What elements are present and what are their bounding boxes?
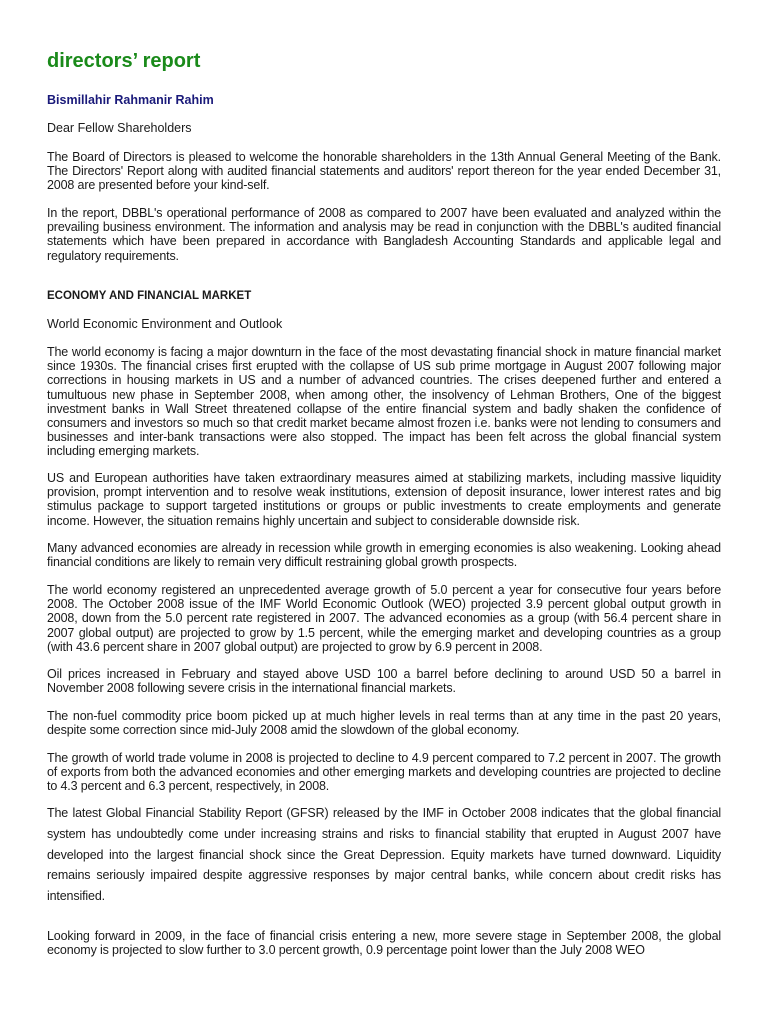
paragraph-commodity: The non-fuel commodity price boom picked up at much higher levels in real terms than at any time in the past 20 years, despite some correction since mid-July 2008 amid the slowdown of the global economy.: [47, 709, 721, 738]
paragraph-trade: The growth of world trade volume in 2008 is projected to decline to 4.9 percent compared to 7.2 percent in 2007. The growth of exports from both the advanced economies and other emerging markets and developing countries are projected to decline to 4.3 percent and 6.3 percent, respectively, in 2008.: [47, 751, 721, 794]
paragraph-growth: The world economy registered an unprecedented average growth of 5.0 percent a year for consecutive four years before 2008. The October 2008 issue of the IMF World Economic Outlook (WEO) projected 3.9 percent global output growth in 2008, down from the 5.0 percent rate registered in 2007. The advanced economies as a group (with 56.4 percent share in 2007 global output) are projected to grow by 1.5 percent, while the emerging market and developing countries as a group (with 43.6 percent share in 2007 global output) are projected to grow by 6.9 percent in 2008.: [47, 583, 721, 654]
paragraph-authorities: US and European authorities have taken extraordinary measures aimed at stabilizing markets, including massive liquidity provision, prompt intervention and to resolve weak institutions, extension of deposit insurance, lower interest rates and big stimulus package to support targeted institutions or groups or public investments to create employments and generate income. However, the situation remains highly uncertain and subject to considerable downside risk.: [47, 471, 721, 528]
paragraph-outlook-2009: Looking forward in 2009, in the face of financial crisis entering a new, more severe stage in September 2008, the global economy is projected to slow further to 3.0 percent growth, 0.9 percentage point lower than the July 2008 WEO: [47, 929, 721, 958]
paragraph-intro-1: The Board of Directors is pleased to welcome the honorable shareholders in the 13th Annual General Meeting of the Bank. The Directors' Report along with audited financial statements and auditors' report thereon for the year ended December 31, 2008 are presented before your kind-self.: [47, 150, 721, 193]
section-subheading: World Economic Environment and Outlook: [47, 317, 283, 331]
paragraph-world-economy: The world economy is facing a major downturn in the face of the most devastating financial shock in mature financial market since 1930s. The financial crises first erupted with the collapse of US sub prime mortgage in August 2007 following major corrections in housing markets in US and a number of advanced countries. The crises deepened further and entered a tumultuous new phase in September 2008, when among other, the insolvency of Lehman Brothers, One of the biggest investment banks in Wall Street threatened collapse of the entire financial system and badly shaken the confidence of consumers and investors so much so that credit market became almost frozen i.e. banks were not lending to consumers and businesses and inter-bank transactions were also stopped. The impact has been felt across the global financial system including emerging markets.: [47, 345, 721, 459]
paragraph-gfsr: The latest Global Financial Stability Report (GFSR) released by the IMF in October 2008 indicates that the global financial system has undoubtedly come under increasing strains and risks to financial stability that erupted in August 2007 have developed into the largest financial shock since the Great Depression. Equity markets have turned downward. Liquidity remains seriously impaired despite aggressive responses by major central banks, while concern about credit risks has intensified.: [47, 806, 721, 904]
invocation-subtitle: Bismillahir Rahmanir Rahim: [47, 93, 214, 107]
page-title: directors’ report: [47, 50, 201, 72]
paragraph-oil-prices: Oil prices increased in February and stayed above USD 100 a barrel before declining to around USD 50 a barrel in November 2008 following severe crisis in the international financial markets.: [47, 667, 721, 696]
paragraph-recession: Many advanced economies are already in recession while growth in emerging economies is also weakening. Looking ahead financial conditions are likely to remain very difficult restraining global growth prospects.: [47, 541, 721, 570]
paragraph-intro-2: In the report, DBBL's operational performance of 2008 as compared to 2007 have been evaluated and analyzed within the prevailing business environment. The information and analysis may be read in conjunction with the DBBL's audited financial statements which have been prepared in accordance with Bangladesh Accounting Standards and applicable legal and regulatory requirements.: [47, 206, 721, 263]
salutation: Dear Fellow Shareholders: [47, 121, 192, 135]
section-heading: ECONOMY AND FINANCIAL MARKET: [47, 290, 252, 302]
